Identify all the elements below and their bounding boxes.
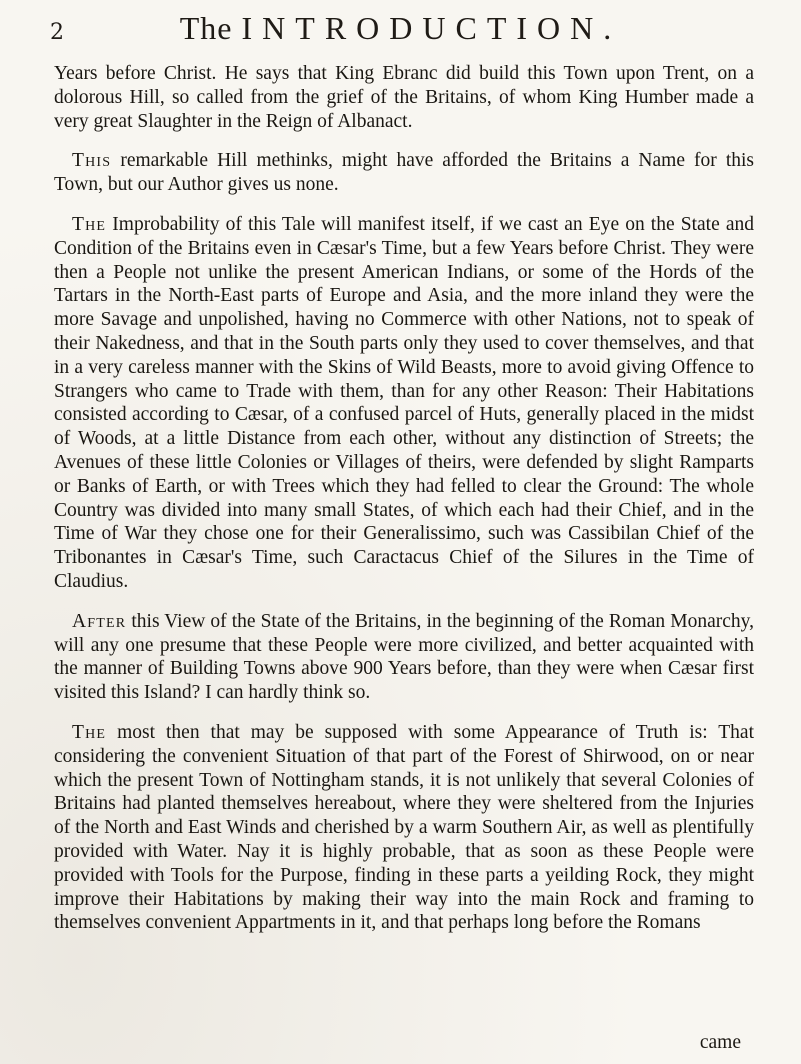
paragraph-lead: After — [72, 610, 127, 632]
running-head-prefix: The — [179, 10, 242, 46]
paragraph-text: most then that may be supposed with some Appearance of Truth is: That considering the convenient Situation of that part of the Forest of Shirwood, on or near which the present Town of Nottingham stands, it is not unlikely that several Colonies of Britains had planted themselves hereabout, where they were sheltered from the Injuries of the North and East Winds and cherished by a warm Southern Air, as well as plentifully provided with Water. Nay it is highly probable, that as soon as these People were provided with Tools for the Purpose, finding in these parts a yeilding Rock, they might improve their Habitations by making their way into the main Rock and framing to themselves convenient Appartments in it, and that perhaps long before the Romans — [54, 721, 754, 934]
paragraph-text: Improbability of this Tale will manifest itself, if we cast an Eye on the State and Condition of the Britains even in Cæsar's Time, but a few Years before Christ. They were then a People not unlike the present American Indians, or some of the Hords of the Tartars in the North-East parts of Europe and Asia, and the more inland they were the more Savage and unpolished, having no Commerce with other Nations, not to speak of their Nakedness, and that in the South parts only they used to cover themselves, and that in a very careless manner with the Skins of Wild Beasts, more to avoid giving Offence to Strangers who came to Trade with them, than for any other Reason: Their Habitations consisted according to Cæsar, of a confused parcel of Huts, generally placed in the midst of Woods, at a little Distance from each other, without any distinction of Streets; the Avenues of these little Colonies or Villages of theirs, were defended by slight Ramparts or Banks of Earth, or with Trees which they had felled to clear the Ground: The whole Country was divided into many small States, of which each had their Chief, and in the Time of War they chose one for their Generalissimo, such was Cassibilan Chief of the Tribonantes in Cæsar's Time, such Caractacus Chief of the Silures in the Time of Claudius. — [54, 213, 754, 592]
body-text — [54, 62, 754, 951]
paragraph-text: Years before Christ. He says that King Ebranc did build this Town upon Trent, on a dolorous Hill, so called from the grief of the Britains, of whom King Humber made a very great Slaughter in the Reign of Albanact. — [54, 63, 754, 132]
paragraph-text: remarkable Hill methinks, might have afforded the Britains a Name for this Town, but our Author gives us none. — [54, 150, 754, 196]
paragraph-2 — [54, 149, 754, 197]
paragraph-lead: This — [72, 150, 112, 172]
paragraph-1 — [54, 62, 754, 133]
page-number: 2 — [50, 20, 64, 45]
paragraph-5 — [54, 721, 754, 935]
paragraph-3 — [54, 213, 754, 594]
running-head-title: INTRODUCTION. — [241, 10, 622, 46]
paragraph-lead: The — [72, 721, 107, 743]
catchword: came — [699, 1032, 741, 1053]
paragraph-text: this View of the State of the Britains, in the beginning of the Roman Monarchy, will any one presume that these People were more civilized, and better acquainted with the manner of Building Towns above 900 Years before, than they were when Cæsar first visited this Island? I can hardly think so. — [54, 610, 754, 704]
paragraph-4 — [54, 610, 754, 705]
paragraph-lead: The — [72, 213, 107, 235]
running-head — [0, 10, 801, 47]
